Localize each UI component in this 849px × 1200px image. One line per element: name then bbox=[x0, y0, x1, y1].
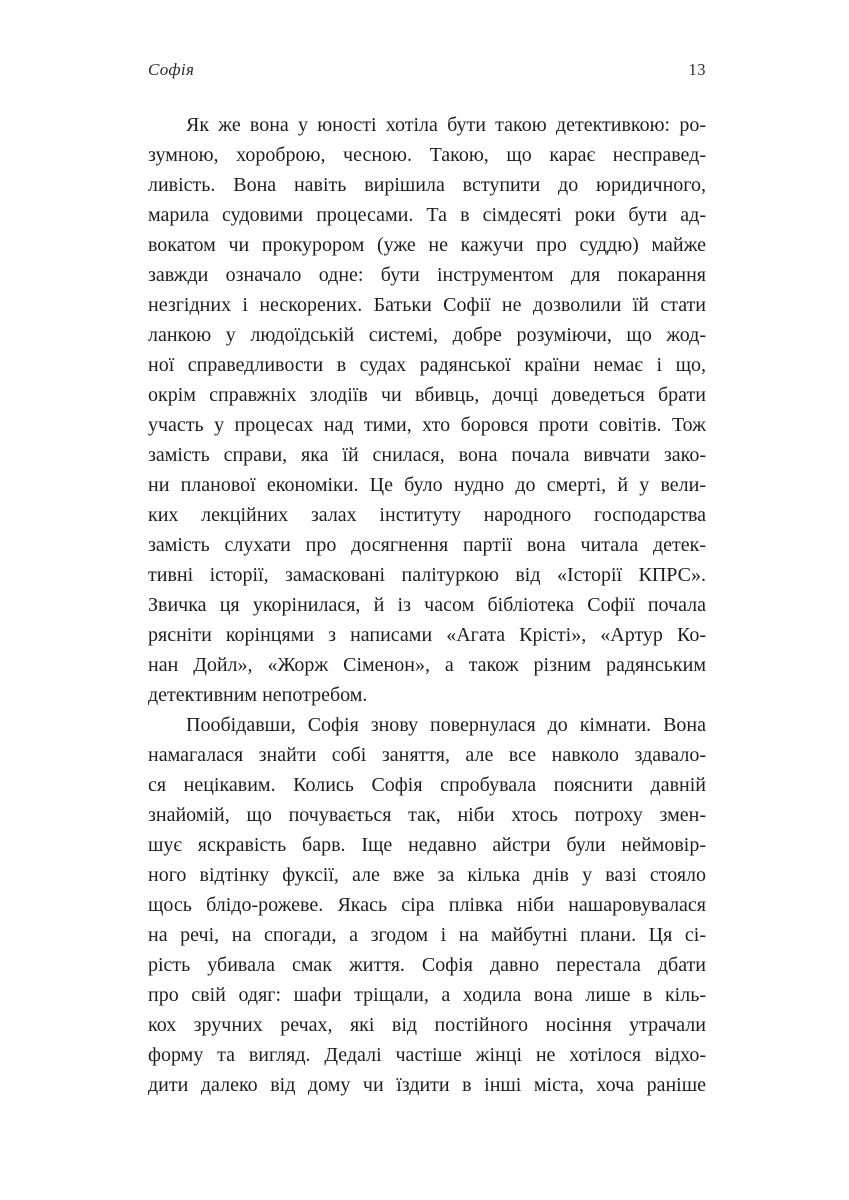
text-line: ся нецікавим. Колись Софія спробувала пояснити давній bbox=[148, 774, 706, 796]
text-line: рість убивала смак життя. Софія давно перестала дбати bbox=[148, 954, 706, 976]
text-line: нан Дойл», «Жорж Сіменон», а також різним радянським bbox=[148, 654, 706, 676]
text-line: намагалася знайти собі заняття, але все навколо здавало- bbox=[148, 744, 706, 766]
text-line: шує яскравість барв. Іще недавно айстри були неймовір- bbox=[148, 834, 706, 856]
text-line: форму та вигляд. Дедалі частіше жінці не хотілося відхо- bbox=[148, 1044, 706, 1066]
text-line: ної справедливости в судах радянської країни немає і що, bbox=[148, 354, 706, 376]
page-body bbox=[148, 110, 706, 1100]
text-line: замість слухати про досягнення партії вона читала детек- bbox=[148, 534, 706, 556]
text-line: марила судовими процесами. Та в сімдесяті роки бути ад- bbox=[148, 204, 706, 226]
text-line: завжди означало одне: бути інструментом для покарання bbox=[148, 264, 706, 286]
page-number: 13 bbox=[688, 60, 706, 79]
paragraph bbox=[148, 110, 706, 710]
text-line: зумною, хороброю, чесною. Такою, що карає несправед- bbox=[148, 144, 706, 166]
text-line: ливість. Вона навіть вирішила вступити до юридичного, bbox=[148, 174, 706, 196]
text-line: тивні історії, замасковані палітуркою від «Історії КПРС». bbox=[148, 564, 706, 586]
text-line: кох зручних речах, які від постійного носіння утрачали bbox=[148, 1014, 706, 1036]
text-line: ни планової економіки. Це було нудно до смерті, й у вели- bbox=[148, 474, 706, 496]
paragraph bbox=[148, 710, 706, 1100]
text-line: рясніти корінцями з написами «Агата Крісті», «Артур Ко- bbox=[148, 624, 706, 646]
text-line: Пообідавши, Софія знову повернулася до кімнати. Вона bbox=[186, 714, 706, 736]
text-line: Як же вона у юності хотіла бути такою детективкою: ро- bbox=[186, 114, 706, 136]
text-line: ланкою у людоїдській системі, добре розуміючи, що жод- bbox=[148, 324, 706, 346]
text-line: замість справи, яка їй снилася, вона почала вивчати зако- bbox=[148, 444, 706, 466]
text-line: знайомій, що почувається так, ніби хтось потроху змен- bbox=[148, 804, 706, 826]
text-line: незгідних і нескорених. Батьки Софії не дозволили їй стати bbox=[148, 294, 706, 316]
text-line: на речі, на спогади, а згодом і на майбутні плани. Ця сі- bbox=[148, 924, 706, 946]
text-line: ного відтінку фуксії, але вже за кілька днів у вазі стояло bbox=[148, 864, 706, 886]
text-line: дити далеко від дому чи їздити в інші міста, хоча раніше bbox=[148, 1074, 706, 1096]
running-header: Софія bbox=[148, 60, 195, 79]
page-header bbox=[148, 58, 706, 82]
text-line: участь у процесах над тими, хто боровся проти совітів. Тож bbox=[148, 414, 706, 436]
text-line: щось блідо-рожеве. Якась сіра плівка ніби нашаровувалася bbox=[148, 894, 706, 916]
text-line: ких лекційних залах інституту народного господарства bbox=[148, 504, 706, 526]
text-line: Звичка ця укорінилася, й із часом бібліотека Софії почала bbox=[148, 594, 706, 616]
text-line: про свій одяг: шафи тріщали, а ходила вона лише в кіль- bbox=[148, 984, 706, 1006]
text-line: детективним непотребом. bbox=[148, 684, 368, 706]
text-line: окрім справжніх злодіїв чи вбивць, дочці доведеться брати bbox=[148, 384, 706, 406]
text-line: вокатом чи прокурором (уже не кажучи про суддю) майже bbox=[148, 234, 706, 256]
